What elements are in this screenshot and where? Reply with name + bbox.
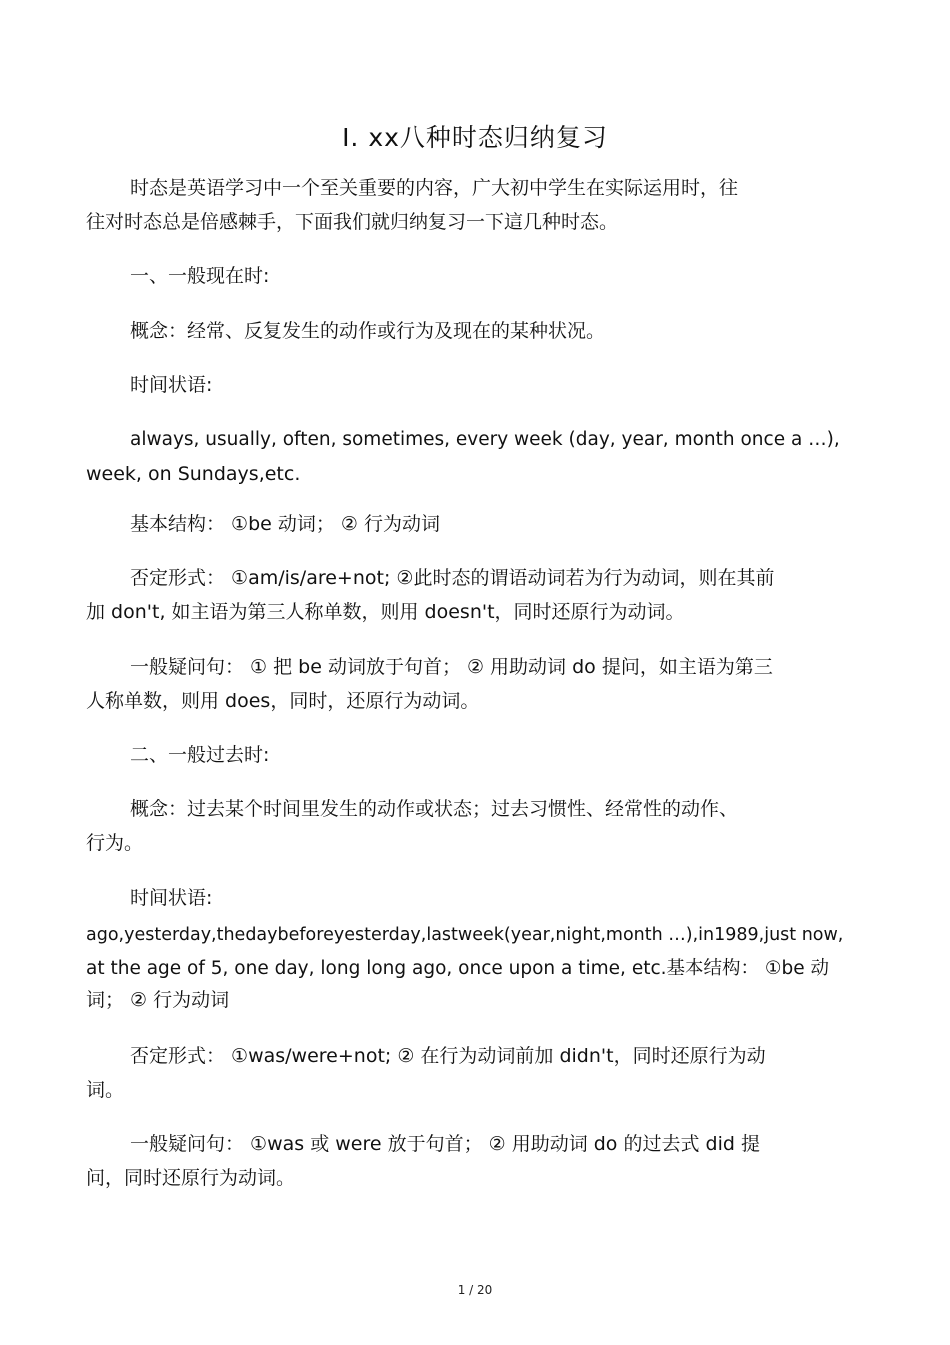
- body-line: 否定形式： ①am/is/are+not; ②此时态的谓语动词若为行为动词，则在其前: [130, 567, 775, 589]
- body-line: 词； ② 行为动词: [86, 989, 230, 1011]
- body-line: 往对时态总是倍感棘手，下面我们就归纳复习一下這几种时态。: [86, 211, 619, 233]
- section-heading: 一、一般现在时:: [130, 265, 270, 287]
- body-line: 词。: [86, 1079, 125, 1101]
- document-title: Ⅰ. xx八种时态归纳复习: [342, 123, 608, 152]
- body-line: 行为。: [86, 832, 144, 854]
- body-line: at the age of 5, one day, long long ago, once upon a time, etc.基本结构： ①be 动: [86, 958, 829, 979]
- body-line: 基本结构： ①be 动词； ② 行为动词: [130, 513, 440, 535]
- body-line: 时间状语:: [130, 374, 213, 396]
- body-line: 否定形式： ①was/were+not; ② 在行为动词前加 didn't，同时还原行为动: [130, 1045, 766, 1067]
- page-number: 1 / 20: [457, 1283, 493, 1297]
- body-line: 问，同时还原行为动词。: [86, 1167, 296, 1189]
- body-line: 时间状语:: [130, 887, 213, 909]
- section-heading: 二、一般过去时:: [130, 744, 270, 766]
- body-line: 一般疑问句： ① 把 be 动词放于句首； ② 用助动词 do 提问，如主语为第三: [130, 656, 773, 678]
- body-line: 概念：过去某个时间里发生的动作或状态；过去习惯性、经常性的动作、: [130, 798, 739, 820]
- body-line: 时态是英语学习中一个至关重要的内容，广大初中学生在实际运用时，往: [130, 177, 739, 199]
- body-line: 概念：经常、反复发生的动作或行为及现在的某种状况。: [130, 320, 606, 342]
- body-line: week, on Sundays,etc.: [86, 463, 301, 485]
- body-line: 人称单数，则用 does，同时，还原行为动词。: [86, 690, 480, 712]
- body-line: 加 don't, 如主语为第三人称单数，则用 doesn't，同时还原行为动词。: [86, 601, 685, 623]
- body-line: ago,yesterday,thedaybeforeyesterday,lastweek(year,night,month …),in1989,just now,: [86, 925, 844, 945]
- body-line: 一般疑问句： ①was 或 were 放于句首； ② 用助动词 do 的过去式 did 提: [130, 1133, 760, 1155]
- body-line: always, usually, often, sometimes, every week (day, year, month once a …),: [130, 429, 840, 450]
